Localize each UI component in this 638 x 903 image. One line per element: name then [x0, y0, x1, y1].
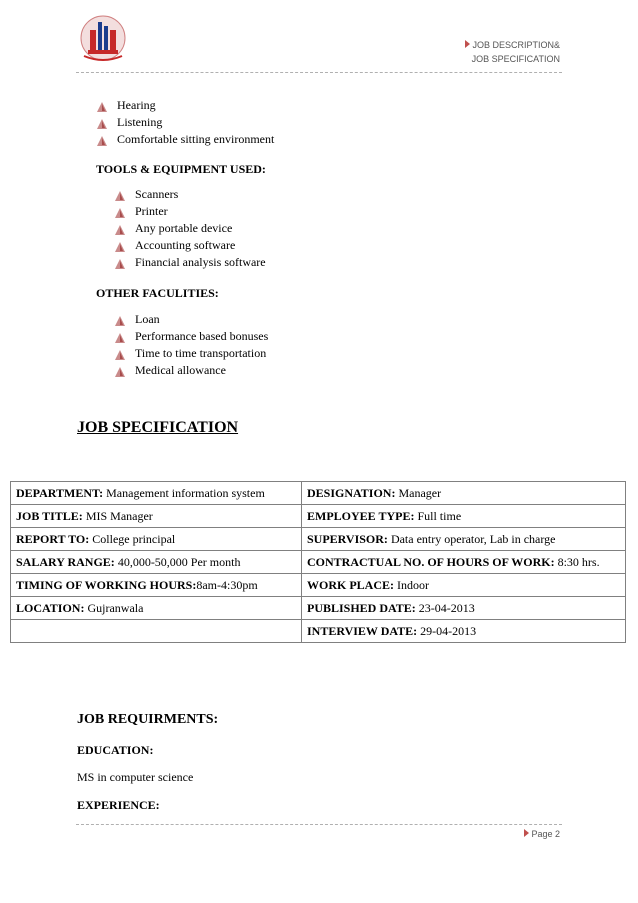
table-row	[11, 505, 626, 528]
field-value: Management information system	[103, 485, 265, 500]
table-cell	[11, 482, 302, 505]
bullet-icon	[97, 100, 107, 110]
page-footer	[524, 829, 560, 839]
bullet-icon	[97, 117, 107, 127]
field-value: 29-04-2013	[417, 623, 477, 638]
requirements-heading: JOB REQUIRMENTS:	[77, 712, 219, 727]
field-value: 23-04-2013	[415, 600, 475, 615]
job-spec-table	[10, 481, 626, 643]
table-cell	[302, 528, 626, 551]
table-row	[11, 597, 626, 620]
list-item-text: Listening	[117, 115, 163, 129]
bullet-icon	[115, 240, 125, 250]
field-value: MIS Manager	[82, 508, 153, 523]
job-spec-title: JOB SPECIFICATION	[77, 419, 239, 436]
table-cell	[11, 551, 302, 574]
field-value: Indoor	[394, 577, 429, 592]
field-label: EMPLOYEE TYPE:	[307, 508, 415, 523]
field-label: REPORT TO:	[16, 531, 90, 546]
list-item-text: Financial analysis software	[135, 255, 266, 269]
list-item-text: Scanners	[135, 187, 179, 201]
caret-right-icon	[524, 829, 529, 837]
field-label: DESIGNATION:	[307, 485, 396, 500]
table-cell	[11, 528, 302, 551]
field-label: DEPARTMENT:	[16, 485, 104, 500]
bullet-icon	[115, 257, 125, 267]
field-value: Gujranwala	[84, 600, 144, 615]
list-item-text: Accounting software	[135, 238, 236, 252]
field-label: JOB TITLE:	[16, 508, 83, 523]
table-cell	[302, 505, 626, 528]
college-logo	[80, 14, 126, 64]
header-divider	[76, 72, 562, 73]
facilities-heading: OTHER FACULITIES:	[96, 286, 219, 300]
table-row	[11, 620, 626, 643]
page-number: Page 2	[531, 829, 560, 839]
field-value: 8:30 hrs.	[554, 554, 600, 569]
footer-divider	[76, 824, 562, 825]
field-label: SALARY RANGE:	[16, 554, 115, 569]
field-label: INTERVIEW DATE:	[307, 623, 418, 638]
bullet-icon	[115, 348, 125, 358]
list-item-text: Any portable device	[135, 221, 233, 235]
running-header	[465, 38, 560, 66]
experience-heading: EXPERIENCE:	[77, 798, 160, 812]
table-cell	[302, 482, 626, 505]
list-item-text: Loan	[135, 312, 160, 326]
table-row	[11, 574, 626, 597]
table-cell	[11, 505, 302, 528]
field-label: WORK PLACE:	[307, 577, 394, 592]
table-row	[11, 482, 626, 505]
table-row	[11, 551, 626, 574]
caret-right-icon	[465, 40, 470, 48]
table-cell	[11, 574, 302, 597]
bullet-icon	[97, 134, 107, 144]
table-cell	[302, 574, 626, 597]
header-line1: JOB DESCRIPTION&	[472, 40, 560, 50]
field-value: Data entry operator, Lab in charge	[387, 531, 556, 546]
list-item-text: Printer	[135, 204, 168, 218]
table-cell	[302, 551, 626, 574]
bullet-icon	[115, 223, 125, 233]
table-cell	[11, 597, 302, 620]
table-cell	[11, 620, 302, 643]
field-label: PUBLISHED DATE:	[307, 600, 416, 615]
list-item-text: Comfortable sitting environment	[117, 132, 275, 146]
education-heading: EDUCATION:	[77, 743, 154, 757]
list-item-text: Performance based bonuses	[135, 329, 269, 343]
field-value: Full time	[414, 508, 462, 523]
bullet-icon	[115, 314, 125, 324]
bullet-icon	[115, 206, 125, 216]
table-cell	[302, 597, 626, 620]
bullet-icon	[115, 331, 125, 341]
list-item-text: Hearing	[117, 98, 156, 112]
field-label: TIMING OF WORKING HOURS:	[16, 577, 197, 592]
table-row	[11, 528, 626, 551]
bullet-icon	[115, 365, 125, 375]
header-line2: JOB SPECIFICATION	[471, 54, 560, 64]
list-item-text: Time to time transportation	[135, 346, 267, 360]
field-value: 40,000-50,000 Per month	[114, 554, 241, 569]
field-value: College principal	[89, 531, 176, 546]
tools-heading: TOOLS & EQUIPMENT USED:	[96, 162, 266, 176]
list-item-text: Medical allowance	[135, 363, 226, 377]
field-value: 8am-4:30pm	[196, 577, 258, 592]
field-label: SUPERVISOR:	[307, 531, 388, 546]
field-label: LOCATION:	[16, 600, 85, 615]
education-value: MS in computer science	[77, 770, 194, 784]
field-value: Manager	[395, 485, 442, 500]
bullet-icon	[115, 189, 125, 199]
field-label: CONTRACTUAL NO. OF HOURS OF WORK:	[307, 554, 555, 569]
table-cell	[302, 620, 626, 643]
